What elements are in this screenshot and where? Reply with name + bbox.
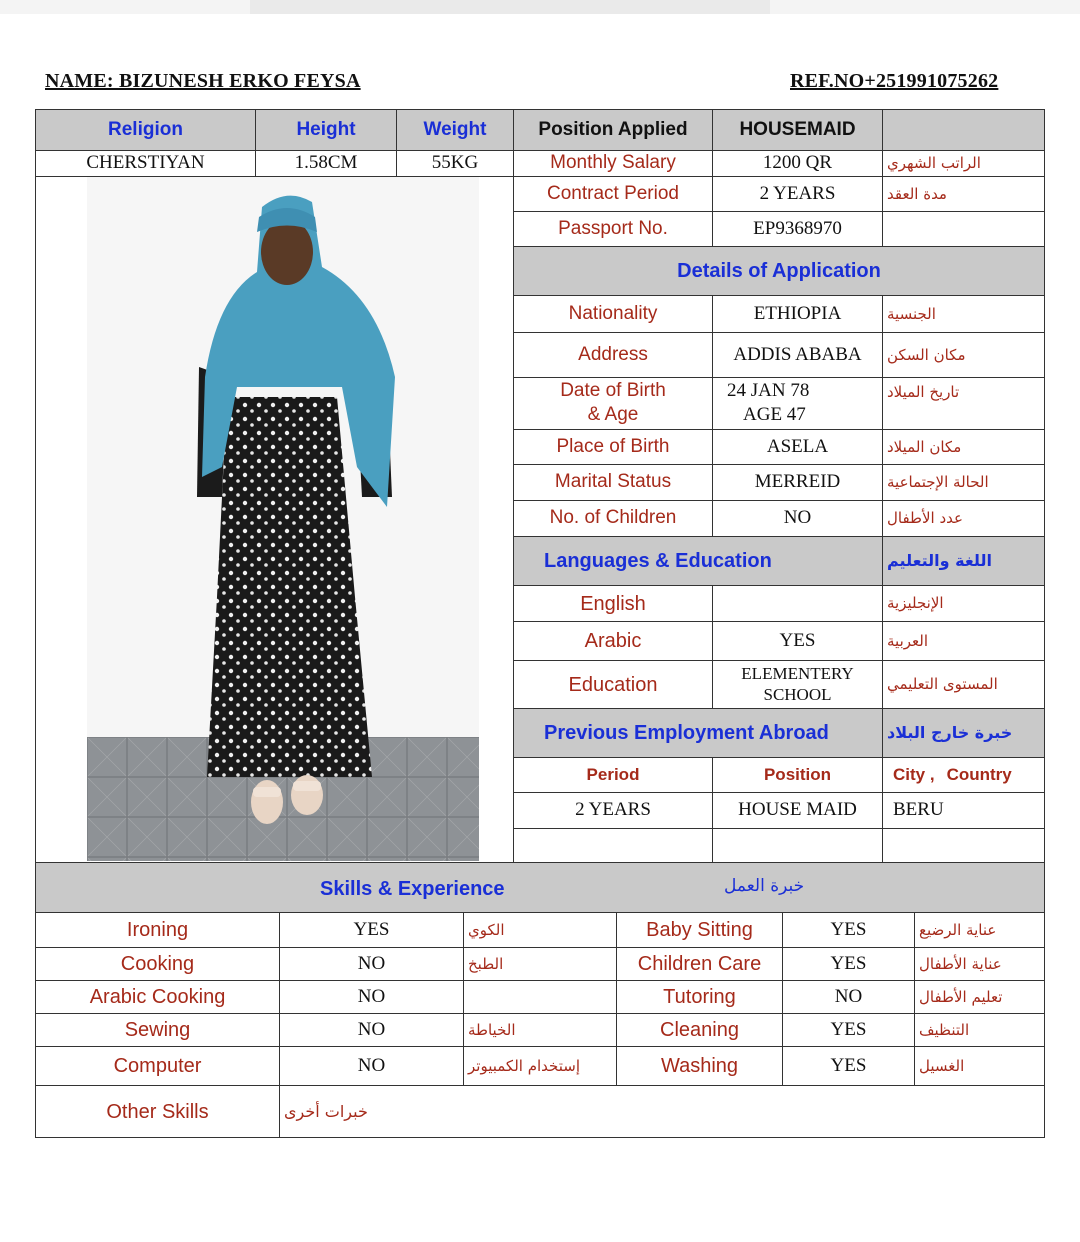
details-title: Details of Application	[513, 246, 1045, 296]
skill-left-value: NO	[279, 1013, 464, 1047]
skill-right-value: NO	[782, 980, 915, 1014]
dob-value	[712, 377, 883, 430]
education-value	[712, 660, 883, 709]
skill-right-value: YES	[782, 912, 915, 948]
skill-left-ar: الكوي	[463, 912, 617, 948]
marital-ar: الحالة الإجتماعية	[882, 464, 1045, 501]
employment-empty-1	[513, 828, 713, 863]
contract-label: Contract Period	[513, 176, 713, 212]
dob-label-line1: Date of Birth	[560, 380, 666, 402]
salary-value: 1200 QR	[712, 150, 883, 177]
arabic-value: YES	[712, 621, 883, 661]
english-value	[712, 585, 883, 622]
skill-left-ar	[463, 980, 617, 1014]
contract-value: 2 YEARS	[712, 176, 883, 212]
dob-value-line1: 24 JAN 78	[727, 380, 810, 402]
nationality-value: ETHIOPIA	[712, 295, 883, 333]
skill-left-label: Computer	[35, 1046, 280, 1086]
skills-title-bar	[35, 862, 1045, 913]
contract-ar: مدة العقد	[882, 176, 1045, 212]
english-label: English	[513, 585, 713, 622]
skill-right-value: YES	[782, 1013, 915, 1047]
skill-right-ar: عناية الأطفال	[914, 947, 1045, 981]
employment-period-header: Period	[513, 757, 713, 793]
top-bar	[0, 0, 1080, 14]
passport-label: Passport No.	[513, 211, 713, 247]
employment-city-value: BERU	[882, 792, 1045, 829]
skill-left-value: NO	[279, 1046, 464, 1086]
height-header: Height	[255, 109, 397, 151]
skill-left-ar: الخياطة	[463, 1013, 617, 1047]
employment-position-header: Position	[712, 757, 883, 793]
arabic-label: Arabic	[513, 621, 713, 661]
skill-left-value: YES	[279, 912, 464, 948]
address-label: Address	[513, 332, 713, 378]
skill-right-label: Children Care	[616, 947, 783, 981]
position-applied-label: Position Applied	[513, 109, 713, 151]
religion-value: CHERSTIYAN	[35, 150, 256, 177]
skill-left-ar: الطبخ	[463, 947, 617, 981]
reference-number: REF.NO+251991075262	[790, 70, 999, 92]
position-applied-ar	[882, 109, 1045, 151]
marital-value: MERREID	[712, 464, 883, 501]
pob-ar: مكان الميلاد	[882, 429, 1045, 465]
skill-left-value: NO	[279, 947, 464, 981]
employment-position-value: HOUSE MAID	[712, 792, 883, 829]
education-value-line1: ELEMENTERY	[741, 663, 854, 683]
skill-right-ar: الغسيل	[914, 1046, 1045, 1086]
weight-header: Weight	[396, 109, 514, 151]
skill-left-label: Ironing	[35, 912, 280, 948]
top-bar-strip	[250, 0, 770, 14]
employment-country-header: Country	[946, 764, 1012, 784]
skill-right-label: Baby Sitting	[616, 912, 783, 948]
education-value-line2: SCHOOL	[763, 684, 832, 704]
education-label: Education	[513, 660, 713, 709]
skills-title-ar: خبرة العمل	[724, 876, 805, 896]
dob-label	[513, 377, 713, 430]
dob-ar: تاريخ الميلاد	[882, 377, 1045, 430]
employment-city-country-header	[882, 757, 1045, 793]
languages-title: Languages & Education	[513, 536, 883, 586]
employment-period-value: 2 YEARS	[513, 792, 713, 829]
english-ar: الإنجليزية	[882, 585, 1045, 622]
salary-ar: الراتب الشهري	[882, 150, 1045, 177]
skill-right-label: Cleaning	[616, 1013, 783, 1047]
passport-ar	[882, 211, 1045, 247]
children-label: No. of Children	[513, 500, 713, 537]
passport-value: EP9368970	[712, 211, 883, 247]
employment-empty-2	[712, 828, 883, 863]
skill-right-ar: تعليم الأطفال	[914, 980, 1045, 1014]
other-skills-ar: خبرات أخرى	[279, 1085, 1045, 1138]
skill-right-label: Washing	[616, 1046, 783, 1086]
skill-left-ar: إستخدام الكمبيوتر	[463, 1046, 617, 1086]
candidate-name: NAME: BIZUNESH ERKO FEYSA	[45, 70, 361, 92]
employment-city-header: City ,	[893, 764, 935, 784]
children-ar: عدد الأطفال	[882, 500, 1045, 537]
position-applied-value: HOUSEMAID	[712, 109, 883, 151]
nationality-label: Nationality	[513, 295, 713, 333]
arabic-ar: العربية	[882, 621, 1045, 661]
skills-title: Skills & Experience	[320, 878, 505, 900]
skill-right-label: Tutoring	[616, 980, 783, 1014]
skill-left-label: Sewing	[35, 1013, 280, 1047]
religion-header: Religion	[35, 109, 256, 151]
other-skills-label: Other Skills	[35, 1085, 280, 1138]
skill-left-label: Arabic Cooking	[35, 980, 280, 1014]
education-ar: المستوى التعليمي	[882, 660, 1045, 709]
skill-right-value: YES	[782, 1046, 915, 1086]
address-ar: مكان السكن	[882, 332, 1045, 378]
employment-empty-3	[882, 828, 1045, 863]
skill-left-label: Cooking	[35, 947, 280, 981]
salary-label: Monthly Salary	[513, 150, 713, 177]
employment-title: Previous Employment Abroad	[513, 708, 883, 758]
weight-value: 55KG	[396, 150, 514, 177]
height-value: 1.58CM	[255, 150, 397, 177]
dob-value-line2: AGE 47	[743, 404, 806, 425]
marital-label: Marital Status	[513, 464, 713, 501]
nationality-ar: الجنسية	[882, 295, 1045, 333]
children-value: NO	[712, 500, 883, 537]
address-value: ADDIS ABABA	[712, 332, 883, 378]
candidate-photo-image	[87, 177, 479, 861]
skill-right-value: YES	[782, 947, 915, 981]
employment-title-ar: خبرة خارج البلاد	[882, 708, 1045, 758]
candidate-photo	[87, 177, 479, 861]
skill-right-ar: التنظيف	[914, 1013, 1045, 1047]
skill-left-value: NO	[279, 980, 464, 1014]
languages-title-ar: اللغة والتعليم	[882, 536, 1045, 586]
skill-right-ar: عناية الرضيع	[914, 912, 1045, 948]
pob-value: ASELA	[712, 429, 883, 465]
dob-label-line2: & Age	[587, 404, 639, 425]
pob-label: Place of Birth	[513, 429, 713, 465]
